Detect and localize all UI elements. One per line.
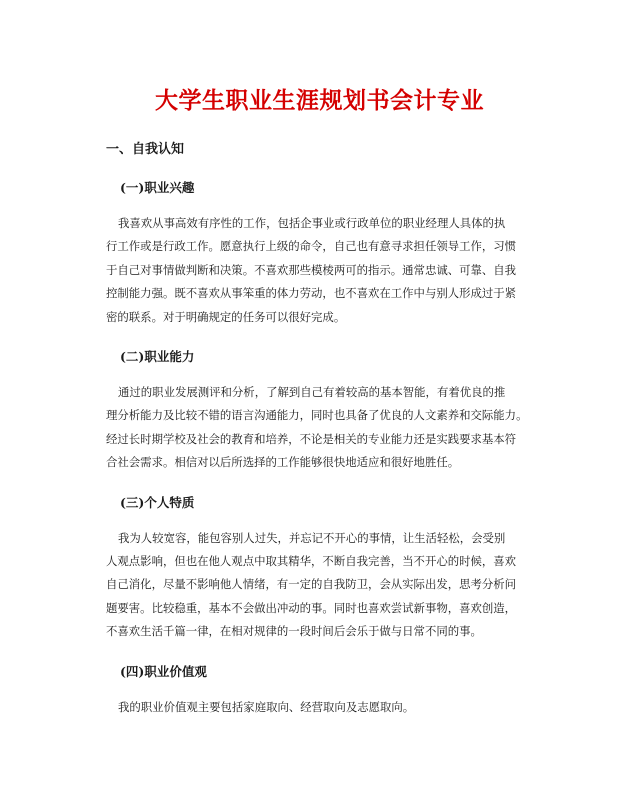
text-line: 控制能力强。既不喜欢从事笨重的体力劳动，也不喜欢在工作中与别人形成过于紧: [106, 286, 517, 301]
section-heading-self-awareness: 一、自我认知: [106, 142, 185, 157]
text-line: 通过的职业发展测评和分析，了解到自己有着较高的基本智能，有着优良的推: [118, 385, 506, 400]
text-line: 我为人较宽容，能包容别人过失，并忘记不开心的事情，让生活轻松，会受别: [118, 530, 506, 545]
text-line: 密的联系。对于明确规定的任务可以很好完成。: [106, 309, 346, 324]
document-title: 大学生职业生涯规划书会计专业: [155, 87, 484, 114]
subsection-heading-values: (四)职业价值观: [120, 663, 207, 679]
paragraph-values: [106, 696, 523, 719]
text-line: 题要害。比较稳重，基本不会做出冲动的事。同时也喜欢尝试新事物，喜欢创造，: [106, 600, 517, 615]
text-line: 合社会需求。相信对以后所选择的工作能够很快地适应和很好地胜任。: [106, 455, 460, 470]
subsection-heading-traits: (三)个人特质: [120, 494, 195, 510]
subsection-heading-interest: (一)职业兴趣: [120, 180, 195, 195]
text-line: 不喜欢生活千篇一律，在相对规律的一段时间后会乐于做与日常不同的事。: [106, 624, 482, 639]
text-line: 理分析能力及比较不错的语言沟通能力，同时也具备了优良的人文素养和交际能力。: [106, 408, 528, 423]
text-line: 经过长时期学校及社会的教育和培养，不论是相关的专业能力还是实践要求基本符: [106, 431, 517, 446]
subsection-heading-ability: (二)职业能力: [120, 349, 195, 365]
paragraph-interest: [106, 212, 523, 329]
text-line: 我喜欢从事高效有序性的工作，包括企事业或行政单位的职业经理人具体的执: [118, 216, 506, 230]
text-line: 行工作或是行政工作。愿意执行上级的命令，自己也有意寻求担任领导工作，习惯: [106, 239, 517, 254]
paragraph-traits: [106, 527, 523, 644]
text-line: 于自己对事情做判断和决策。不喜欢那些模棱两可的指示。通常忠诚、可靠、自我: [106, 262, 517, 277]
text-line: 自己消化，尽量不影响他人情绪，有一定的自我防卫，会从实际出发，思考分析问: [106, 577, 517, 592]
text-line: 我的职业价值观主要包括家庭取向、经营取向及志愿取向。: [118, 699, 415, 714]
paragraph-ability: [106, 381, 528, 475]
text-line: 人观点影响，但也在他人观点中取其精华，不断自我完善，当不开心的时候，喜欢: [106, 554, 517, 569]
